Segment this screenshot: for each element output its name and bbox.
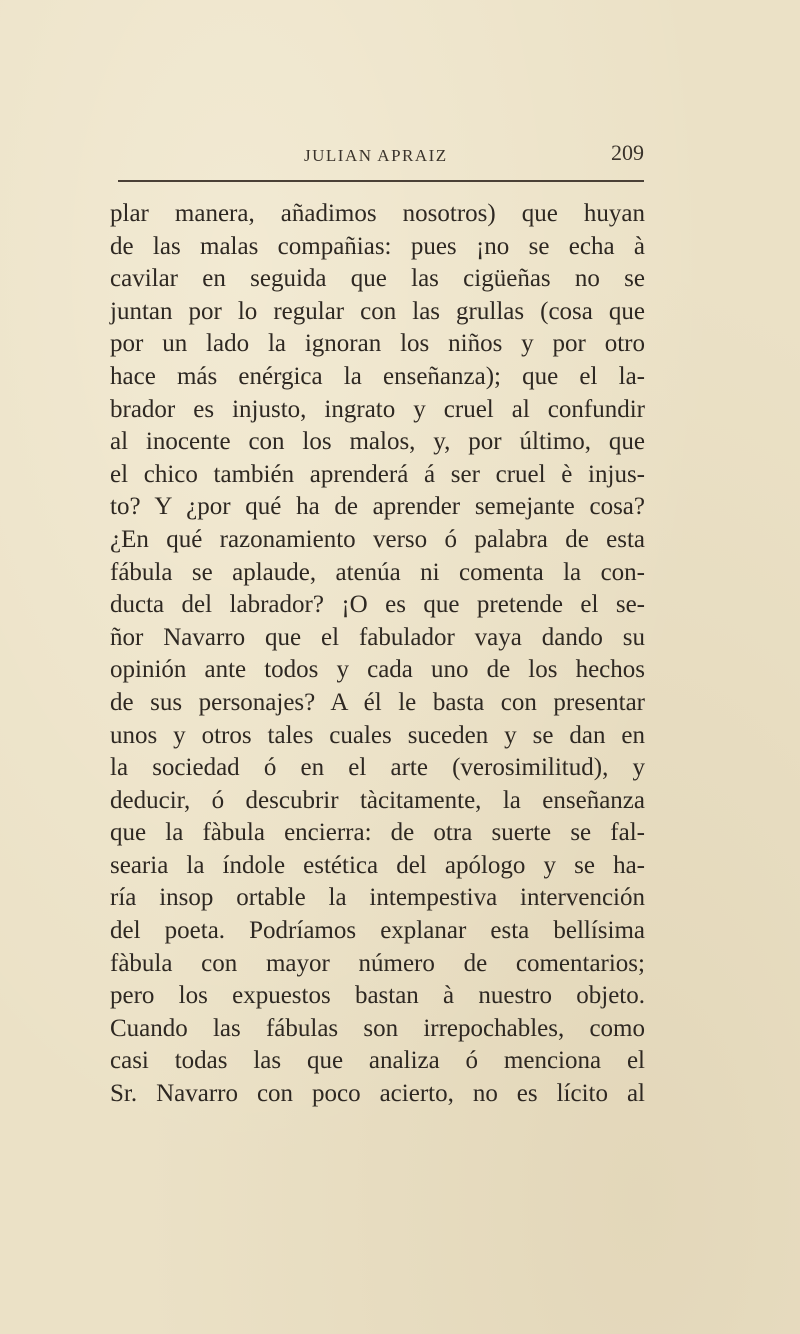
text-line: que la fàbula encierra: de otra suerte se fal- <box>110 819 645 847</box>
text-line: hace más enérgica la enseñanza); que el la- <box>110 362 645 390</box>
header-rule <box>118 180 644 182</box>
text-line: la sociedad ó en el arte (verosimilitud), y <box>110 754 645 782</box>
text-line: casi todas las que analiza ó menciona el <box>110 1047 645 1075</box>
text-line: unos y otros tales cuales suceden y se dan en <box>110 721 645 749</box>
text-line: el chico también aprenderá á ser cruel è injus- <box>110 460 645 488</box>
text-line: de las malas compañias: pues ¡no se echa à <box>110 232 645 260</box>
text-line: ducta del labrador? ¡O es que pretende el se- <box>110 591 645 619</box>
running-head-author: JULIAN APRAIZ <box>304 146 448 165</box>
text-line: to? Y ¿por qué ha de aprender semejante cosa? <box>110 493 645 521</box>
running-head <box>118 140 644 170</box>
text-line: juntan por lo regular con las grullas (cosa que <box>110 297 645 325</box>
text-line: brador es injusto, ingrato y cruel al confundir <box>110 395 645 423</box>
text-line: ñor Navarro que el fabulador vaya dando su <box>110 623 645 651</box>
text-line: Sr. Navarro con poco acierto, no es lícito al <box>110 1080 645 1108</box>
text-line: deducir, ó descubrir tàcitamente, la enseñanza <box>110 786 645 814</box>
text-line: searia la índole estética del apólogo y se ha- <box>110 851 645 879</box>
text-line: plar manera, añadimos nosotros) que huyan <box>110 200 645 227</box>
text-line: ría insop ortable la intempestiva intervención <box>110 884 645 912</box>
text-line: del poeta. Podríamos explanar esta bellísima <box>110 917 645 945</box>
text-line: Cuando las fábulas son irrepochables, como <box>110 1014 645 1042</box>
text-line: opinión ante todos y cada uno de los hechos <box>110 656 645 684</box>
text-line: por un lado la ignoran los niños y por otro <box>110 330 645 358</box>
text-line: pero los expuestos bastan à nuestro objeto. <box>110 982 645 1010</box>
body-text <box>110 198 645 1111</box>
text-line: fábula se aplaude, atenúa ni comenta la con- <box>110 558 645 586</box>
text-line: al inocente con los malos, y, por último, que <box>110 428 645 456</box>
page-number: 209 <box>611 140 644 165</box>
text-line: de sus personajes? A él le basta con presentar <box>110 688 645 716</box>
text-line: ¿En qué razonamiento verso ó palabra de esta <box>110 525 645 553</box>
text-line: cavilar en seguida que las cigüeñas no se <box>110 265 645 293</box>
text-line: fàbula con mayor número de comentarios; <box>110 949 645 977</box>
